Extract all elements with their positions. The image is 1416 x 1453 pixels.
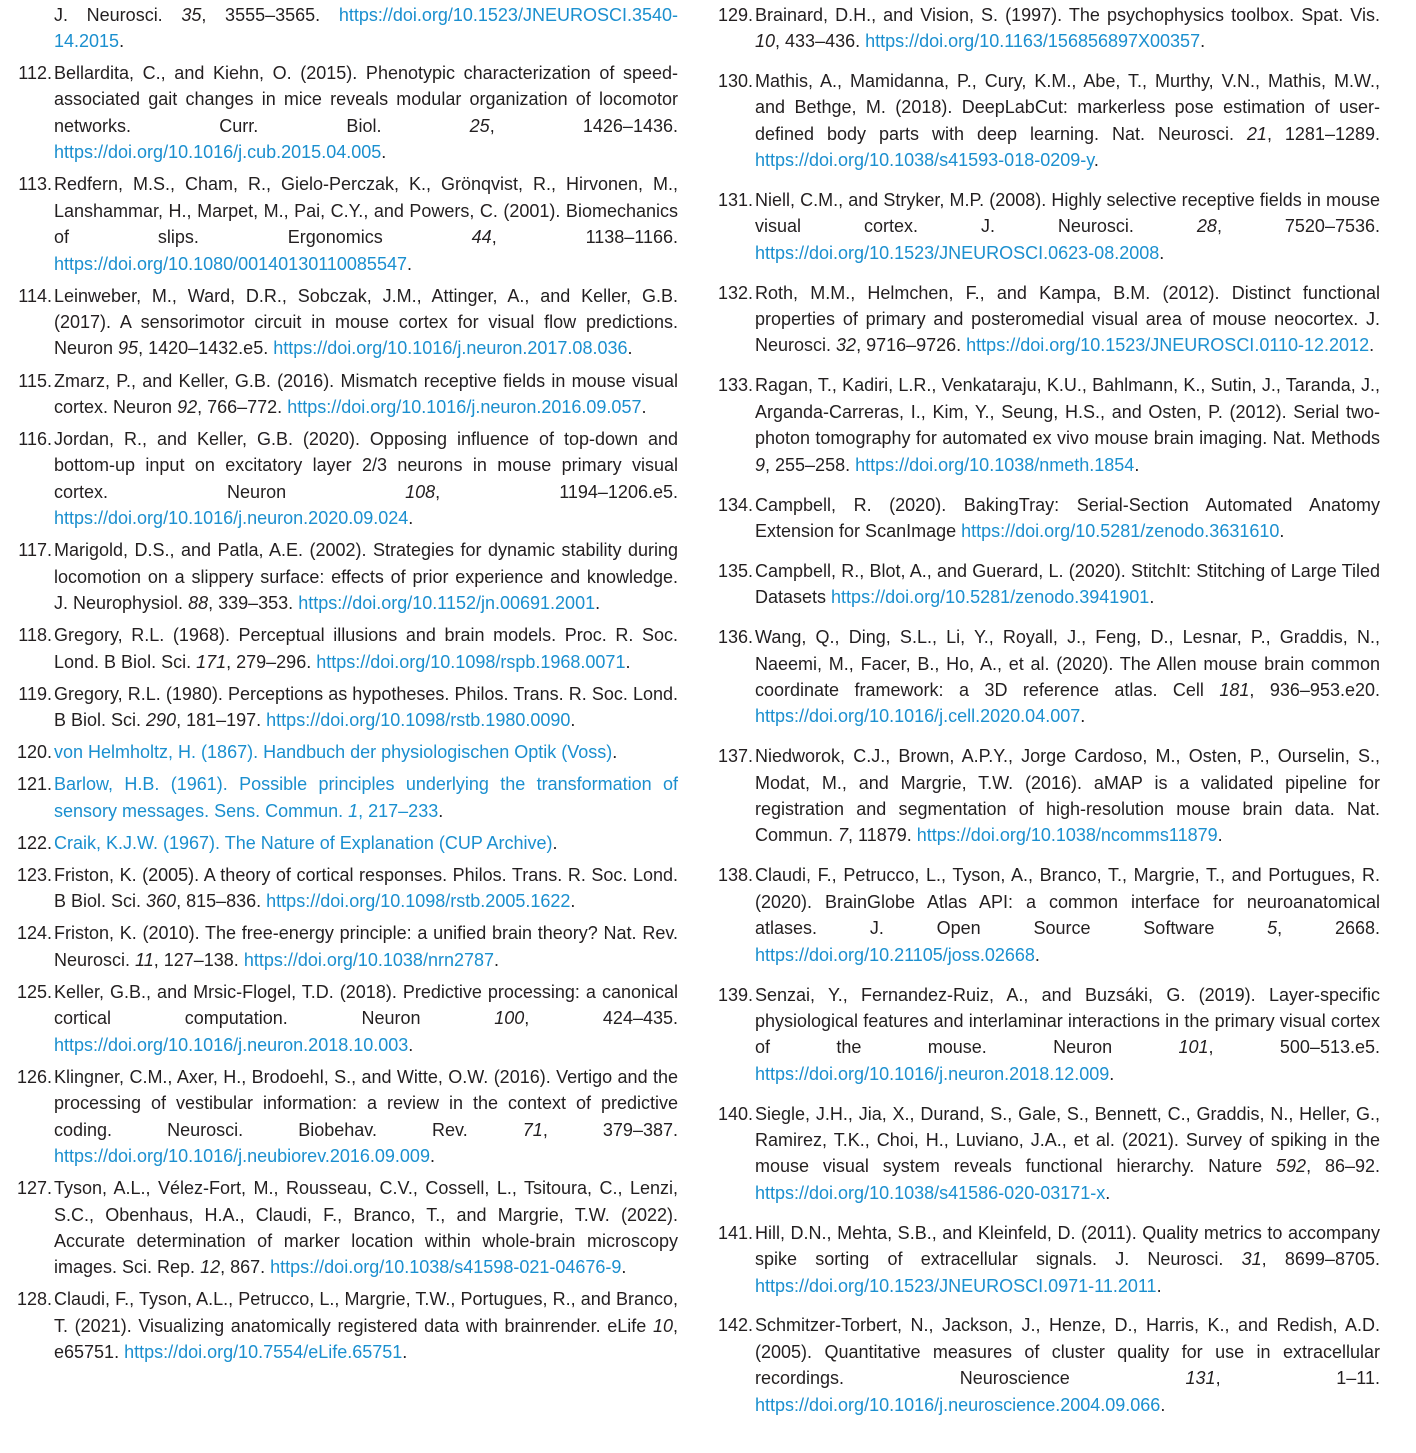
reference-entry-130: 130. Mathis, A., Mamidanna, P., Cury, K.M., Abe, T., Murthy, V.N., Mathis, M.W., and Bethge, M. (2018). DeepLabCut: markerless pose estimation of user-defined body parts with deep learning. Nat. Neurosci. 21, 1281–1289. https://doi.org/10.1038/s41593-018-0209-y. (709, 68, 1380, 174)
doi-link[interactable]: https://doi.org/10.1523/JNEUROSCI.3540-14.2015 (54, 4, 678, 51)
right-reference-column (709, 0, 1380, 1418)
reference-entry-117: 117. Marigold, D.S., and Patla, A.E. (2002). Strategies for dynamic stability during locomotion on a slippery surface: effects of prior experience and knowledge. J. Neurophysiol. 88, 339–353. https://doi.org/10.1152/jn.00691.2001. (8, 537, 678, 616)
reference-number: 131. (717, 189, 753, 210)
reference-entry-113: 113. Redfern, M.S., Cham, R., Gielo-Perczak, K., Grönqvist, R., Hirvonen, M., Lanshammar, H., Marpet, M., Pai, C.Y., and Powers, C. (2001). Biomechanics of slips. Ergonomics 44, 1138–1166. https://doi.org/10.1080/00140130110085547. (8, 171, 678, 277)
highlighted-reference-link[interactable]: Craik, K.J.W. (1967). The Nature of Explanation (CUP Archive) (54, 832, 553, 853)
reference-entry-124: 124. Friston, K. (2010). The free-energy principle: a unified brain theory? Nat. Rev. Neurosci. 11, 127–138. https://doi.org/10.1038/nrn2787. (8, 920, 678, 973)
doi-link[interactable]: https://doi.org/10.1080/00140130110085547 (54, 253, 407, 274)
doi-link[interactable]: https://doi.org/10.1016/j.neuron.2018.10.003 (54, 1034, 409, 1055)
reference-entry-123: 123. Friston, K. (2005). A theory of cortical responses. Philos. Trans. R. Soc. Lond. B Biol. Sci. 360, 815–836. https://doi.org/10.1098/rstb.2005.1622. (8, 862, 678, 915)
reference-number: 141. (717, 1222, 753, 1243)
highlighted-reference-link[interactable]: Barlow, H.B. (1961). Possible principles underlying the transformation of sensory messages. Sens. Commun. (54, 774, 678, 821)
reference-number: 126. (16, 1066, 52, 1087)
reference-number: 115. (18, 370, 52, 391)
reference-entry-140: 140. Siegle, J.H., Jia, X., Durand, S., Gale, S., Bennett, C., Graddis, N., Heller, G., Ramirez, T.K., Choi, H., Luviano, J.A., et al. (2021). Survey of spiking in the mouse visual system reveals functional hierarchy. Nature 592, 86–92. https://doi.org/10.1038/s41586-020-03171-x. (709, 1101, 1380, 1207)
reference-entry-142: 142. Schmitzer-Torbert, N., Jackson, J., Henze, D., Harris, K., and Redish, A.D. (2005). Quantitative measures of cluster quality for use in extracellular recordings. Neuroscience 131, 1–11. https://doi.org/10.1016/j.neuroscience.2004.09.066. (709, 1312, 1380, 1418)
reference-entry-118: 118. Gregory, R.L. (1968). Perceptual illusions and brain models. Proc. R. Soc. Lond. B Biol. Sci. 171, 279–296. https://doi.org/10.1098/rspb.1968.0071. (8, 622, 678, 675)
doi-link[interactable]: https://doi.org/10.1016/j.cub.2015.04.005 (54, 142, 382, 163)
reference-number: 134. (717, 494, 753, 515)
doi-link[interactable]: https://doi.org/10.1038/s41598-021-04676-9 (270, 1257, 622, 1278)
reference-number: 132. (717, 282, 753, 303)
doi-link[interactable]: https://doi.org/10.1098/rstb.1980.0090 (266, 710, 571, 731)
reference-entry-126: 126. Klingner, C.M., Axer, H., Brodoehl, S., and Witte, O.W. (2016). Vertigo and the processing of vestibular information: a review in the context of predictive coding. Neurosci. Biobehav. Rev. 71, 379–387. https://doi.org/10.1016/j.neubiorev.2016.09.009. (8, 1064, 678, 1170)
reference-number: 139. (717, 984, 753, 1005)
doi-link[interactable]: https://doi.org/10.5281/zenodo.3631610 (961, 520, 1280, 541)
doi-link[interactable]: https://doi.org/10.1523/JNEUROSCI.0110-12.2012 (966, 335, 1370, 356)
reference-entry-125: 125. Keller, G.B., and Mrsic-Flogel, T.D. (2018). Predictive processing: a canonical cortical computation. Neuron 100, 424–435. https://doi.org/10.1016/j.neuron.2018.10.003. (8, 979, 678, 1058)
doi-link[interactable]: https://doi.org/10.1016/j.neuron.2017.08.036 (273, 338, 628, 359)
reference-number: 120. (16, 742, 52, 763)
reference-number: 114. (18, 285, 52, 306)
reference-number: 117. (18, 540, 52, 561)
reference-entry-121: 121. Barlow, H.B. (1961). Possible principles underlying the transformation of sensory messages. Sens. Commun. 1, 217–233. (8, 771, 678, 824)
doi-link[interactable]: https://doi.org/10.1016/j.neuron.2018.12.009 (755, 1063, 1110, 1084)
reference-entry-136: 136. Wang, Q., Ding, S.L., Li, Y., Royall, J., Feng, D., Lesnar, P., Graddis, N., Naeemi, M., Facer, B., Ho, A., et al. (2020). The Allen mouse brain common coordinate framework: a 3D reference atlas. Cell 181, 936–953.e20. https://doi.org/10.1016/j.cell.2020.04.007. (709, 624, 1380, 730)
reference-number: 112. (18, 63, 52, 83)
reference-number: 127. (16, 1178, 52, 1199)
reference-entry-continued: J. Neurosci. 35, 3555–3565. https://doi.org/10.1523/JNEUROSCI.3540-14.2015. (54, 4, 678, 51)
reference-number: 129. (717, 4, 753, 25)
doi-link[interactable]: https://doi.org/10.1098/rspb.1968.0071 (316, 651, 626, 672)
reference-entry-129: 129. Brainard, D.H., and Vision, S. (1997). The psychophysics toolbox. Spat. Vis. 10, 433–436. https://doi.org/10.1163/156856897X00357. (709, 2, 1380, 55)
left-reference-column (8, 0, 678, 1366)
doi-link[interactable]: https://doi.org/10.1038/nrn2787 (243, 949, 495, 970)
doi-link[interactable]: https://doi.org/10.1152/jn.00691.2001 (298, 593, 596, 614)
reference-number: 138. (717, 865, 753, 886)
reference-number: 121. (16, 774, 52, 795)
doi-link[interactable]: https://doi.org/10.1016/j.neuron.2020.09.024 (54, 508, 409, 529)
doi-link[interactable]: https://doi.org/10.1163/156856897X00357 (865, 30, 1201, 51)
highlighted-reference-link[interactable]: von Helmholtz, H. (1867). Handbuch der physiologischen Optik (Voss) (54, 742, 613, 763)
doi-link[interactable]: https://doi.org/10.1523/JNEUROSCI.0623-08.2008 (755, 242, 1160, 263)
reference-number: 128. (16, 1289, 52, 1310)
reference-entry-134: 134. Campbell, R. (2020). BakingTray: Serial-Section Automated Anatomy Extension for ScanImage https://doi.org/10.5281/zenodo.3631610. (709, 492, 1380, 545)
reference-number: 142. (717, 1315, 753, 1336)
reference-number: 122. (16, 832, 52, 853)
reference-entry-115: 115. Zmarz, P., and Keller, G.B. (2016). Mismatch receptive fields in mouse visual cortex. Neuron 92, 766–772. https://doi.org/10.1016/j.neuron.2016.09.057. (8, 368, 678, 421)
doi-link[interactable]: https://doi.org/10.1038/ncomms11879 (916, 825, 1218, 846)
doi-link[interactable]: https://doi.org/10.1038/s41593-018-0209-y (755, 150, 1094, 171)
doi-link[interactable]: https://doi.org/10.1016/j.neuron.2016.09.057 (287, 396, 642, 417)
doi-link[interactable]: https://doi.org/10.5281/zenodo.3941901 (831, 587, 1150, 608)
reference-entry-116: 116. Jordan, R., and Keller, G.B. (2020). Opposing influence of top-down and bottom-up input on excitatory layer 2/3 neurons in mouse primary visual cortex. Neuron 108, 1194–1206.e5. https://doi.org/10.1016/j.neuron.2020.09.024. (8, 426, 678, 532)
reference-entry-137: 137. Niedworok, C.J., Brown, A.P.Y., Jorge Cardoso, M., Osten, P., Ourselin, S., Modat, M., and Margrie, T.W. (2016). aMAP is a validated pipeline for registration and segmentation of high-resolution mouse brain data. Nat. Commun. 7, 11879. https://doi.org/10.1038/ncomms11879. (709, 743, 1380, 849)
reference-number: 133. (717, 375, 753, 396)
reference-entry-114: 114. Leinweber, M., Ward, D.R., Sobczak, J.M., Attinger, A., and Keller, G.B. (2017). A sensorimotor circuit in mouse cortex for visual flow predictions. Neuron 95, 1420–1432.e5. https://doi.org/10.1016/j.neuron.2017.08.036. (8, 283, 678, 362)
reference-entry-128: 128. Claudi, F., Tyson, A.L., Petrucco, L., Margrie, T.W., Portugues, R., and Branco, T. (2021). Visualizing anatomically registered data with brainrender. eLife 10, e65751. https://doi.org/10.7554/eLife.65751. (8, 1286, 678, 1365)
reference-number: 123. (16, 864, 52, 885)
doi-link[interactable]: https://doi.org/10.1098/rstb.2005.1622 (266, 891, 571, 912)
reference-entry-141: 141. Hill, D.N., Mehta, S.B., and Kleinfeld, D. (2011). Quality metrics to accompany spike sorting of extracellular signals. J. Neurosci. 31, 8699–8705. https://doi.org/10.1523/JNEUROSCI.0971-11.2011. (709, 1220, 1380, 1299)
reference-entry-122: 122. Craik, K.J.W. (1967). The Nature of Explanation (CUP Archive). (8, 830, 678, 856)
doi-link[interactable]: https://doi.org/10.1523/JNEUROSCI.0971-11.2011 (755, 1275, 1157, 1296)
doi-link[interactable]: https://doi.org/10.1016/j.cell.2020.04.007 (755, 706, 1081, 727)
reference-entry-120: 120. von Helmholtz, H. (1867). Handbuch der physiologischen Optik (Voss). (8, 739, 678, 765)
reference-number: 140. (717, 1103, 753, 1124)
reference-entry-112: 112. Bellardita, C., and Kiehn, O. (2015). Phenotypic characterization of speed-associated gait changes in mice reveals modular organization of locomotor networks. Curr. Biol. 25, 1426–1436. https://doi.org/10.1016/j.cub.2015.04.005. (8, 60, 678, 166)
reference-number: 113. (18, 174, 52, 195)
reference-number: 124. (16, 923, 52, 944)
reference-number: 118. (18, 625, 52, 646)
reference-entry-127: 127. Tyson, A.L., Vélez-Fort, M., Rousseau, C.V., Cossell, L., Tsitoura, C., Lenzi, S.C., Obenhaus, H.A., Claudi, F., Branco, T., and Margrie, T.W. (2022). Accurate determination of marker location within whole-brain microscopy images. Sci. Rep. 12, 867. https://doi.org/10.1038/s41598-021-04676-9. (8, 1175, 678, 1281)
reference-entry-132: 132. Roth, M.M., Helmchen, F., and Kampa, B.M. (2012). Distinct functional properties of primary and posteromedial visual area of mouse neocortex. J. Neurosci. 32, 9716–9726. https://doi.org/10.1523/JNEUROSCI.0110-12.2012. (709, 280, 1380, 359)
reference-number: 136. (717, 627, 753, 648)
reference-number: 135. (717, 560, 753, 581)
doi-link[interactable]: https://doi.org/10.1038/s41586-020-03171-x (755, 1182, 1106, 1203)
reference-number: 137. (717, 746, 753, 767)
reference-entry-133: 133. Ragan, T., Kadiri, L.R., Venkataraju, K.U., Bahlmann, K., Sutin, J., Taranda, J., Arganda-Carreras, I., Kim, Y., Seung, H.S., and Osten, P. (2012). Serial two-photon tomography for automated ex vivo mouse brain imaging. Nat. Methods 9, 255–258. https://doi.org/10.1038/nmeth.1854. (709, 372, 1380, 478)
reference-entry-138: 138. Claudi, F., Petrucco, L., Tyson, A., Branco, T., Margrie, T., and Portugues, R. (2020). BrainGlobe Atlas API: a common interface for neuroanatomical atlases. J. Open Source Software 5, 2668. https://doi.org/10.21105/joss.02668. (709, 862, 1380, 968)
reference-number: 130. (717, 70, 753, 91)
doi-link[interactable]: https://doi.org/10.21105/joss.02668 (755, 944, 1035, 965)
reference-entry-135: 135. Campbell, R., Blot, A., and Guerard, L. (2020). StitchIt: Stitching of Large Tiled Datasets https://doi.org/10.5281/zenodo.3941901. (709, 558, 1380, 611)
reference-number: 116. (18, 429, 52, 450)
reference-number: 119. (18, 683, 52, 704)
reference-number: 125. (16, 981, 52, 1002)
reference-entry-139: 139. Senzai, Y., Fernandez-Ruiz, A., and Buzsáki, G. (2019). Layer-specific physiological features and interlaminar interactions in the primary visual cortex of the mouse. Neuron 101, 500–513.e5. https://doi.org/10.1016/j.neuron.2018.12.009. (709, 982, 1380, 1088)
doi-link[interactable]: https://doi.org/10.7554/eLife.65751 (124, 1342, 403, 1363)
doi-link[interactable]: https://doi.org/10.1038/nmeth.1854 (855, 454, 1135, 475)
reference-entry-119: 119. Gregory, R.L. (1980). Perceptions as hypotheses. Philos. Trans. R. Soc. Lond. B Biol. Sci. 290, 181–197. https://doi.org/10.1098/rstb.1980.0090. (8, 681, 678, 734)
doi-link[interactable]: https://doi.org/10.1016/j.neubiorev.2016.09.009 (54, 1146, 430, 1167)
reference-entry-131: 131. Niell, C.M., and Stryker, M.P. (2008). Highly selective receptive fields in mouse visual cortex. J. Neurosci. 28, 7520–7536. https://doi.org/10.1523/JNEUROSCI.0623-08.2008. (709, 187, 1380, 266)
doi-link[interactable]: https://doi.org/10.1016/j.neuroscience.2004.09.066 (755, 1394, 1161, 1415)
